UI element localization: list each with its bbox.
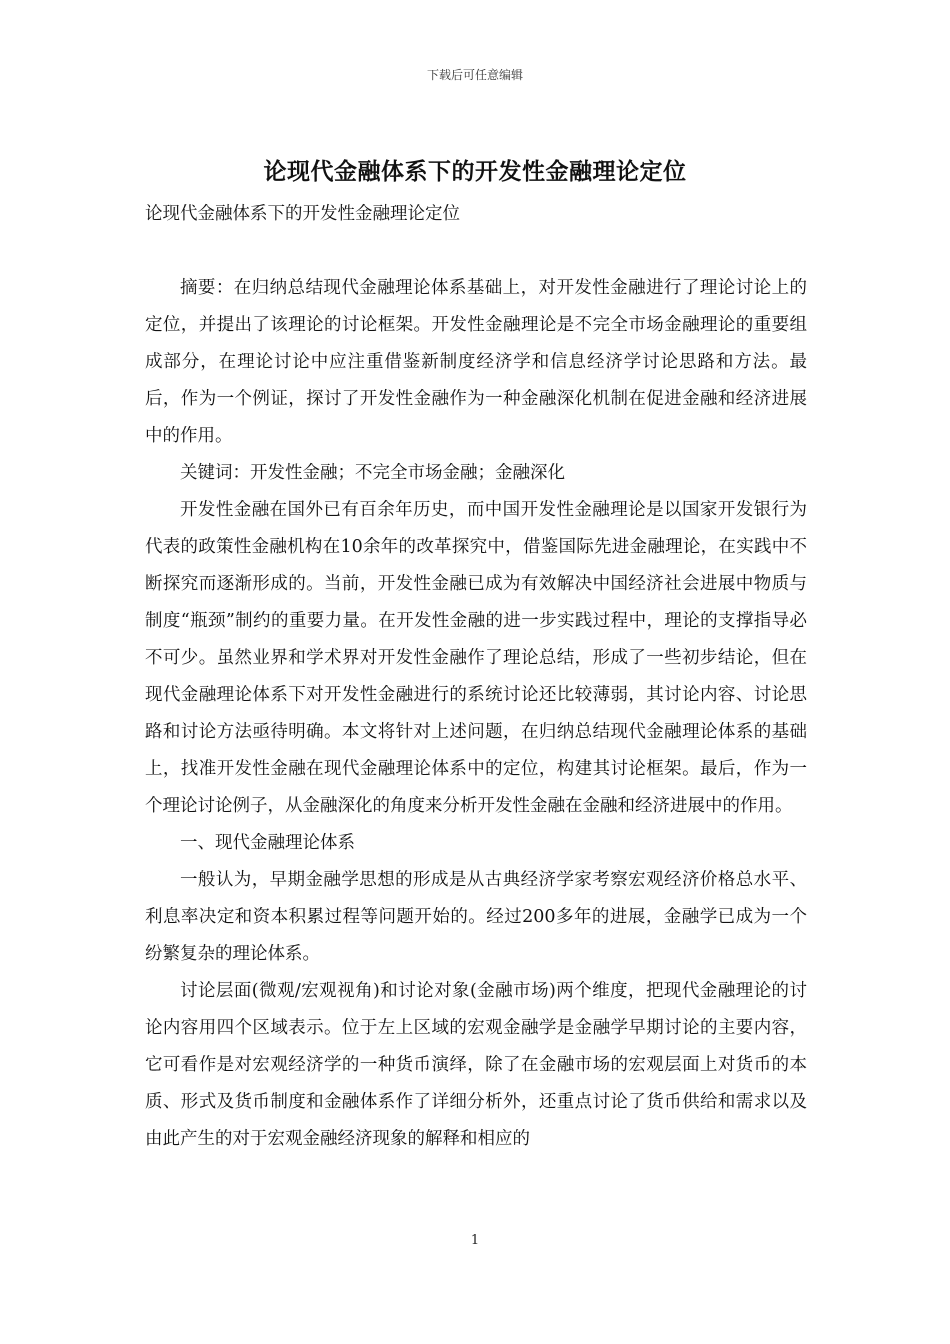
keywords-line: 关键词：开发性金融；不完全市场金融；金融深化: [180, 463, 565, 483]
document-body: [145, 196, 807, 1158]
body-paragraph: 讨论层面(微观/宏观视角)和讨论对象(金融市场)两个维度，把现代金融理论的讨论内容用四个区域表示。位于左上区域的宏观金融学是金融学早期讨论的主要内容，它可看作是对宏观经济学的一种货币演绎，除了在金融市场的宏观层面上对货币的本质、形式及货币制度和金融体系作了详细分析外，还重点讨论了货币供给和需求以及由此产生的对于宏观金融经济现象的解释和相应的: [145, 981, 807, 1149]
document-title: 论现代金融体系下的开发性金融理论定位: [263, 159, 687, 185]
abstract-paragraph: 摘要：在归纳总结现代金融理论体系基础上，对开发性金融进行了理论讨论上的定位，并提出了该理论的讨论框架。开发性金融理论是不完全市场金融理论的重要组成部分，在理论讨论中应注重借鉴新制度经济学和信息经济学讨论思路和方法。最后，作为一个例证，探讨了开发性金融作为一种金融深化机制在促进金融和经济进展中的作用。: [145, 278, 807, 446]
page-number: 1: [470, 1233, 480, 1248]
header-note: 下载后可任意编辑: [426, 68, 523, 82]
section-heading: 一、现代金融理论体系: [180, 833, 355, 853]
body-paragraph: 开发性金融在国外已有百余年历史，而中国开发性金融理论是以国家开发银行为代表的政策性金融机构在10余年的改革探究中，借鉴国际先进金融理论，在实践中不断探究而逐渐形成的。当前，开发性金融已成为有效解决中国经济社会进展中物质与制度“瓶颈”制约的重要力量。在开发性金融的进一步实践过程中，理论的支撑指导必不可少。虽然业界和学术界对开发性金融作了理论总结，形成了一些初步结论，但在现代金融理论体系下对开发性金融进行的系统讨论还比较薄弱，其讨论内容、讨论思路和讨论方法亟待明确。本文将针对上述问题，在归纳总结现代金融理论体系的基础上，找准开发性金融在现代金融理论体系中的定位，构建其讨论框架。最后，作为一个理论讨论例子，从金融深化的角度来分析开发性金融在金融和经济进展中的作用。: [145, 500, 807, 816]
subtitle: 论现代金融体系下的开发性金融理论定位: [145, 204, 460, 224]
body-paragraph: 一般认为，早期金融学思想的形成是从古典经济学家考察宏观经济价格总水平、利息率决定和资本积累过程等问题开始的。经过200多年的进展，金融学已成为一个纷繁复杂的理论体系。: [145, 870, 807, 964]
